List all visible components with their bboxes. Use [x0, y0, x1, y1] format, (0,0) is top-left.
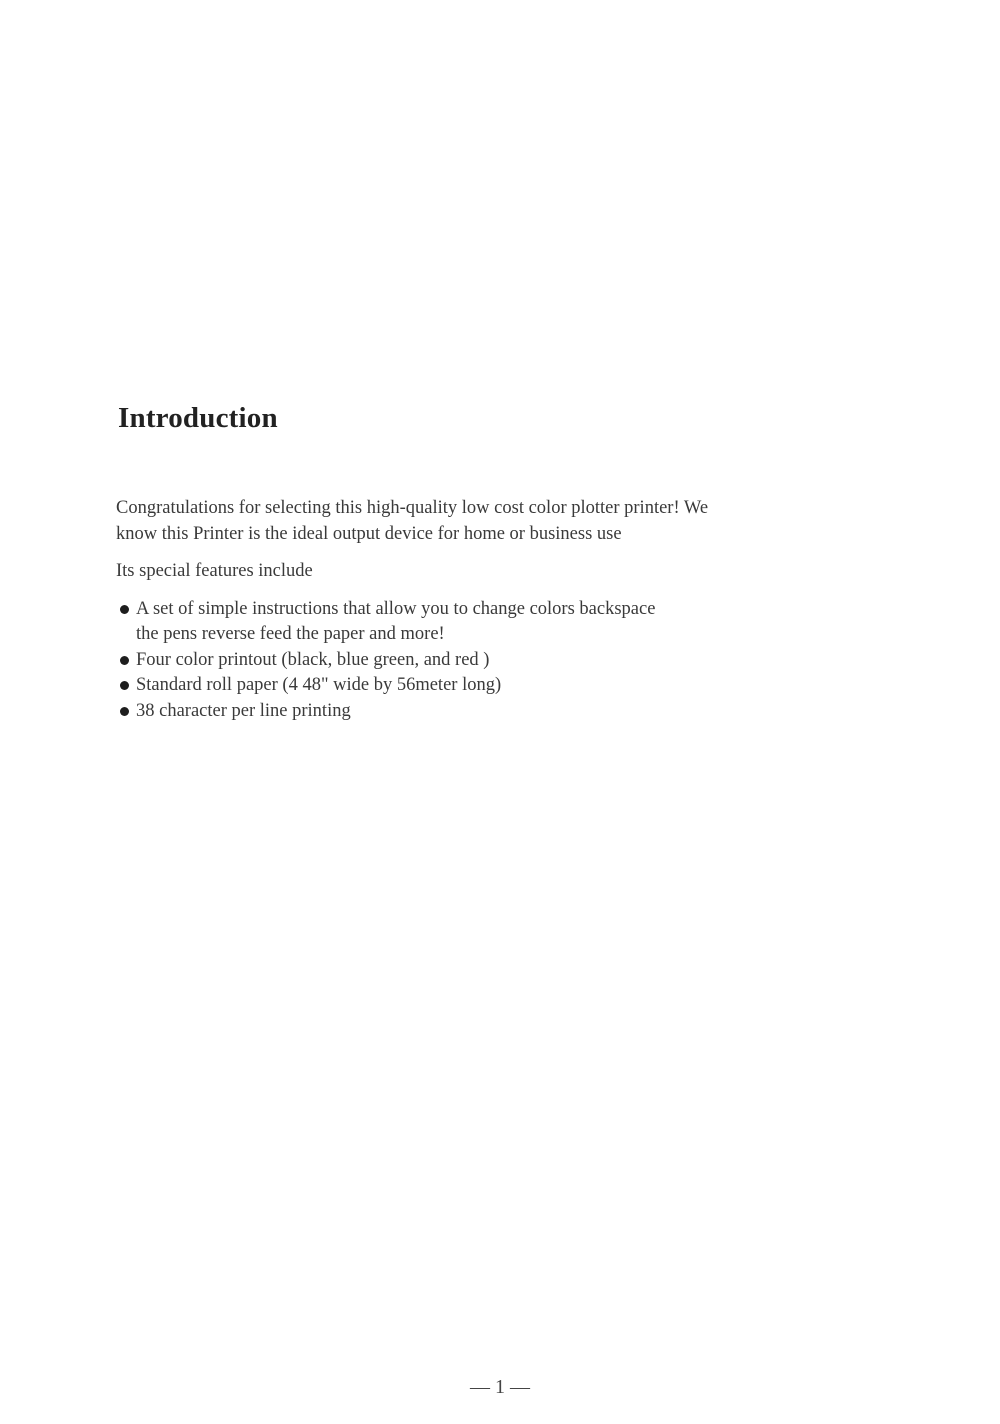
feature-text: A set of simple instructions that allow you to change colors backspace the pens reverse feed the paper and more! [136, 598, 656, 644]
bullet-icon [120, 681, 129, 690]
feature-item [116, 648, 736, 674]
feature-text: 38 character per line printing [136, 700, 351, 721]
bullet-icon [120, 707, 129, 716]
feature-item [116, 673, 736, 699]
page-number: — 1 — [470, 1376, 530, 1398]
bullet-icon [120, 605, 129, 614]
body-text [116, 496, 736, 724]
feature-list [116, 597, 736, 725]
feature-item [116, 699, 736, 725]
bullet-icon [120, 656, 129, 665]
feature-text: Four color printout (black, blue green, and red ) [136, 649, 490, 670]
feature-item [116, 597, 656, 648]
features-lead: Its special features include [116, 561, 313, 581]
feature-text: Standard roll paper (4 48" wide by 56meter long) [136, 675, 502, 695]
page-title: Introduction [118, 402, 278, 434]
intro-paragraph: Congratulations for selecting this high-quality low cost color plotter printer! We know this Printer is the ideal output device for home or business use [116, 498, 709, 544]
